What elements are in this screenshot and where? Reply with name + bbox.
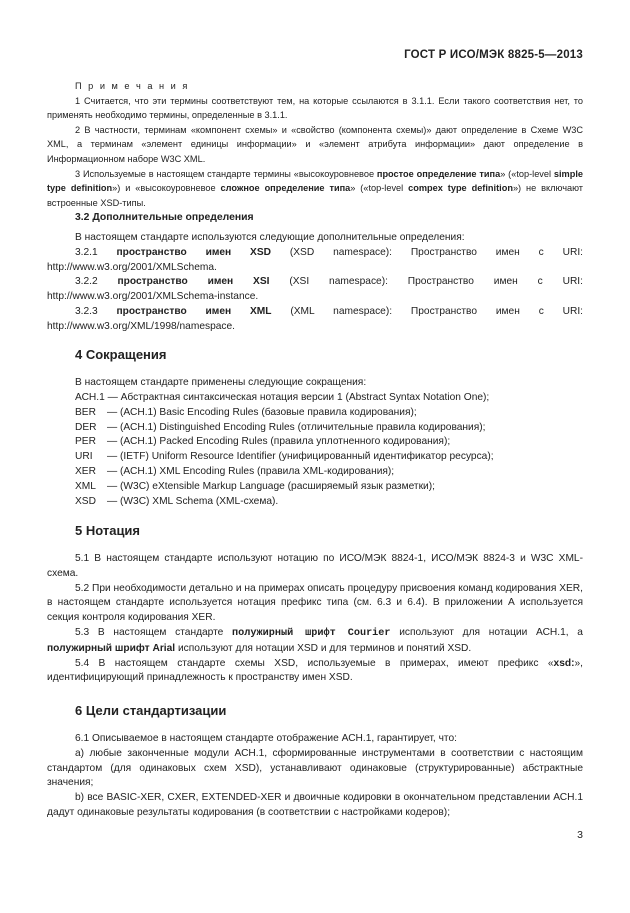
definition-3-2-1: 3.2.1 пространство имен XSD (XSD namespace): Пространство имен с URI: http://www.w3.org/2001/XMLSchema. <box>47 246 583 273</box>
section-3-2 <box>47 210 583 335</box>
paragraph-5-4: 5.4 В настоящем стандарте схемы XSD, используемые в примерах, имеют префикс «xsd:», идентифицирующий принадлежность к пространству имен XSD. <box>47 657 583 684</box>
notes-block <box>47 79 583 210</box>
abbreviation-item: DER — (АСН.1) Distinguished Encoding Rules (отличительные правила кодирования); <box>75 421 486 433</box>
definition-3-2-3: 3.2.3 пространство имен XML (XML namespace): Пространство имен с URI: http://www.w3.org/XML/1998/namespace. <box>47 305 584 332</box>
abbreviation-item: PER — (АСН.1) Packed Encoding Rules (правила уплотненного кодирования); <box>75 436 451 448</box>
paragraph-5-1: 5.1 В настоящем стандарте используют нотацию по ИСО/МЭК 8824-1, ИСО/МЭК 8824-3 и W3C XML-схема. <box>47 553 583 579</box>
abbreviation-item: URI — (IETF) Uniform Resource Identifier (унифицированный идентификатор ресурса); <box>75 451 494 463</box>
definition-3-2-2: 3.2.2 пространство имен XSI (XSI namespace): Пространство имен с URI: http://www.w3.org/2001/XMLSchema-instance. <box>47 276 583 303</box>
paragraph: В настоящем стандарте применены следующие сокращения: <box>75 377 367 388</box>
abbreviation-item: XML — (W3C) eXtensible Markup Language (расширяемый язык разметки); <box>75 481 435 493</box>
abbreviation-item: BER — (АСН.1) Basic Encoding Rules (базовые правила кодирования); <box>75 406 417 418</box>
paragraph-5-3: 5.3 В настоящем стандарте полужирный шрифт Courier используют для нотации АСН.1, а полужирный шрифт Arial используют для нотации XSD и для терминов и понятий XSD. <box>47 626 583 654</box>
paragraph: В настоящем стандарте используются следующие дополнительные определения: <box>75 232 465 243</box>
abbreviation-asn: АСН.1 — Абстрактная синтаксическая нотация версии 1 (Abstract Syntax Notation One); <box>75 391 490 403</box>
section-6 <box>47 702 583 821</box>
list-item-b: b) все BASIC-XER, CXER, EXTENDED-XER и двоичные кодировки в окончательном представлении АСН.1 дадут одинаковые результаты кодирования (в соответствии с настройками кодеров); <box>47 792 583 818</box>
section-4 <box>47 346 583 510</box>
abbreviation-item: XSD — (W3C) XML Schema (XML-схема). <box>75 496 279 508</box>
paragraph-5-2: 5.2 При необходимости детально и на примерах описать процедуру присвоения команд кодирования XER, в настоящем стандарте используется нотация префикс типа (см. 6.3 и 6.4). В приложении А используется секция контроля кодирования XER. <box>47 582 583 624</box>
list-item-a: a) любые законченные модули АСН.1, сформированные инструментами в соответствии с настоящим стандартом (для одинаковых схем XSD), устанавливают одинаковые (структурированные) абстрактные значения; <box>47 747 583 789</box>
notes-title: П р и м е ч а н и я <box>75 81 190 91</box>
page-number: 3 <box>577 829 583 841</box>
note-2: 2 В частности, терминам «компонент схемы» и «свойство (компонента схемы)» дают определение в Схеме W3C XML, а терминам «элемент единицы информации» и «элемент атрибута информации» дают определение в Информационном наборе W3C XML. <box>47 124 583 164</box>
note-3: 3 Используемые в настоящем стандарте термины «высокоуровневое простое определение типа» («top-level simple type definition») и «высокоуровневое сложное определение типа» («top-level compex type definition») не включают встроенные XSD-типы. <box>47 168 583 208</box>
section-heading: 3.2 Дополнительные определения <box>75 212 254 223</box>
note-1: 1 Считается, что эти термины соответствуют тем, на которые ссылаются в 3.1.1. Если такого соответствия нет, то применять необходимо термины, определенные в 3.1.1. <box>47 95 583 121</box>
document-code-header: ГОСТ Р ИСО/МЭК 8825-5—2013 <box>404 49 583 61</box>
abbreviation-item: XER — (АСН.1) XML Encoding Rules (правила XML-кодирования); <box>75 466 395 478</box>
section-heading: 5 Нотация <box>75 523 141 538</box>
paragraph-6-1: 6.1 Описываемое в настоящем стандарте отображение АСН.1, гарантирует, что: <box>75 733 457 744</box>
section-heading: 4 Сокращения <box>75 347 167 362</box>
abbreviation-list <box>47 406 583 510</box>
section-5 <box>47 522 583 686</box>
section-heading: 6 Цели стандартизации <box>75 703 227 718</box>
